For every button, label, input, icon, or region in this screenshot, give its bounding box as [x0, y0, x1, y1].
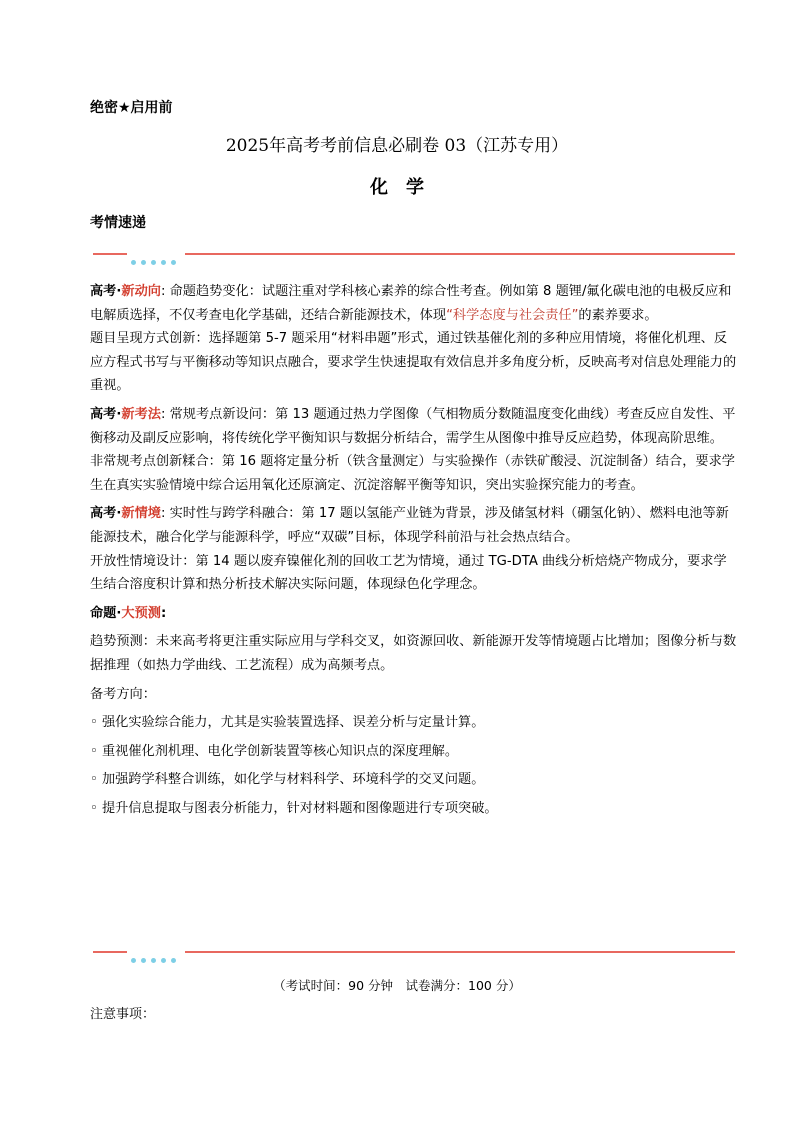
list-item: ◦ 强化实验综合能力，尤其是实验装置选择、误差分析与定量计算。	[90, 715, 485, 731]
block-label-highlight: 新情境	[121, 506, 161, 522]
divider-line-left	[93, 253, 127, 255]
exam-info: （考试时间：90 分钟 试卷满分：100 分）	[273, 978, 521, 993]
direction-label: 备考方向：	[90, 686, 156, 702]
block-paragraph: 开放性情境设计：第 14 题以废弃镍催化剂的回收工艺为情境，通过 TG-DTA 曲线分析焙烧产物成分，要求学生结合溶度积计算和热分析技术解决实际问题，体现绿色化学理念。	[90, 553, 727, 593]
block-label: 高考·	[90, 406, 122, 422]
bottom-divider	[93, 947, 735, 957]
divider-dots	[131, 250, 181, 269]
secret-label: 绝密★启用前	[90, 100, 173, 116]
block-label-highlight: 新考法	[121, 406, 161, 422]
block-paragraph: 非常规考点创新糅合：第 16 题将定量分析（铁含量测定）与实验操作（赤铁矿酸浸、沉淀制备）结合，要求学生在真实实验情境中综合运用氧化还原滴定、沉淀溶解平衡等知识，突出实验探究能力的考查。	[90, 454, 735, 493]
trend-paragraph: 趋势预测：未来高考将更注重实际应用与学科交叉，如资源回收、新能源开发等情境题占比增加；图像分析与数据推理（如热力学曲线、工艺流程）成为高频考点。	[90, 634, 737, 673]
top-divider	[93, 249, 735, 259]
block-new-method	[90, 403, 738, 450]
block-prediction-heading	[90, 602, 738, 626]
divider-dots	[131, 948, 181, 967]
block-label: 高考·	[90, 506, 122, 522]
block-label-colon: :	[160, 605, 167, 621]
content-body	[90, 280, 738, 820]
section-heading: 考情速递	[90, 215, 146, 231]
block-new-context	[90, 502, 738, 549]
block-new-trend	[90, 280, 738, 327]
block-label-highlight: 新动向	[121, 284, 161, 299]
list-item: ◦ 加强跨学科整合训练，如化学与材料科学、环境科学的交叉问题。	[90, 772, 485, 788]
subject-title: 化学	[370, 177, 442, 198]
block-text-end: 的素养要求。	[578, 307, 658, 323]
page-title: 2025年高考考前信息必刷卷 03（江苏专用）	[225, 136, 569, 156]
block-quote: “科学态度与社会责任”	[446, 307, 579, 323]
block-text: : 常规考点新设问：第 13 题通过热力学图像（气相物质分数随温度变化曲线）考查反应自发性、平衡移动及副反应影响，将传统化学平衡知识与数据分析结合，需学生从图像中推导反应趋势，体现高阶思维。	[90, 406, 736, 446]
block-text: : 命题趋势变化：试题注重对学科核心素养的综合性考查。例如第 8 题锂/氟化碳电池的电极反应和电解质选择，不仅考查电化学基础，还结合新能源技术，体现	[90, 284, 732, 323]
block-text: : 实时性与跨学科融合：第 17 题以氢能产业链为背景，涉及储氢材料（硼氢化钠）、燃料电池等新能源技术，融合化学与能源科学，呼应“双碳”目标，体现学科前沿与社会热点结合。	[90, 506, 729, 545]
list-item: ◦ 提升信息提取与图表分析能力，针对材料题和图像题进行专项突破。	[90, 800, 498, 816]
block-label: 命题·	[90, 605, 122, 621]
divider-line-left	[93, 951, 127, 953]
block-label: 高考·	[90, 284, 122, 299]
list-item: ◦ 重视催化剂机理、电化学创新装置等核心知识点的深度理解。	[90, 743, 459, 759]
divider-line-right	[185, 253, 735, 255]
notes-label: 注意事项：	[90, 1007, 156, 1022]
divider-line-right	[185, 951, 735, 953]
block-paragraph: 题目呈现方式创新：选择题第 5-7 题采用“材料串题”形式，通过铁基催化剂的多种应用情境，将催化机理、反应方程式书写与平衡移动等知识点融合，要求学生快速提取有效信息并多角度分析，反映高考对信息处理能力的重视。	[90, 331, 737, 394]
block-label-highlight: 大预测	[121, 605, 161, 621]
